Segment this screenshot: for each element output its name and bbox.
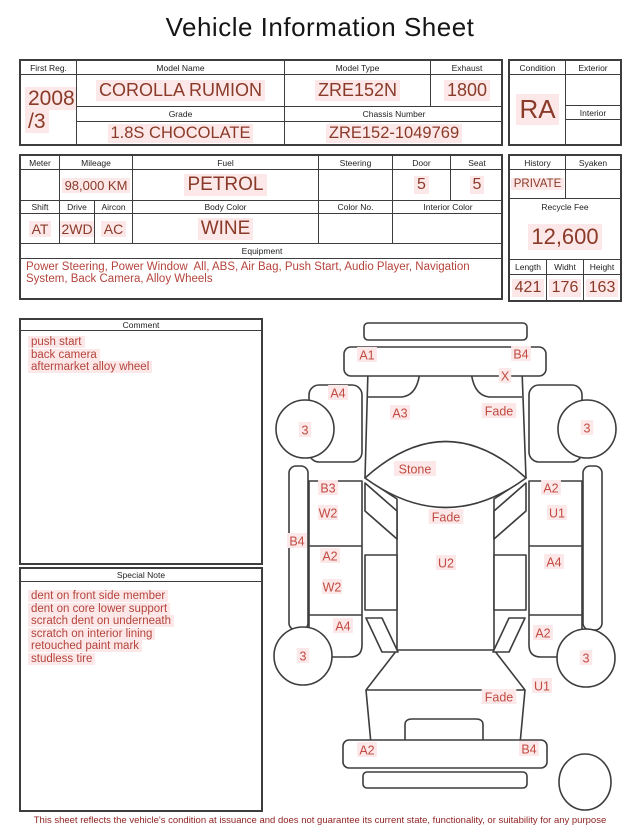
meter-label: Meter (21, 156, 60, 170)
seat-label: Seat (451, 156, 503, 170)
note-line: aftermarket alloy wheel (28, 361, 254, 374)
exterior-label: Exterior (566, 61, 620, 75)
window-rear-left (365, 555, 397, 610)
chassis-label: Chassis Number (285, 107, 503, 122)
body-color-value: WINE (133, 214, 319, 244)
rear-bumper-strip (363, 772, 527, 788)
drive-value: 2WD (60, 214, 95, 244)
condition-table (508, 59, 622, 146)
quarter-window-left (366, 618, 398, 652)
first-reg-year: 2008 (25, 87, 77, 110)
shift-value: AT (21, 214, 60, 244)
exterior-value-empty (566, 75, 620, 106)
comment-label: Comment (21, 320, 261, 331)
mileage-value: 98,000 KM (60, 170, 133, 201)
door-value: 5 (393, 170, 451, 201)
damage-label: A4 (330, 386, 346, 401)
damage-label: U2 (438, 556, 454, 571)
chassis-value: ZRE152-1049769 (285, 122, 503, 144)
damage-label: 3 (301, 423, 309, 438)
syaken-value-empty (566, 170, 620, 199)
interior-color-label: Interior Color (393, 201, 503, 214)
width-value: 176 (547, 275, 584, 300)
damage-label: A1 (359, 348, 375, 363)
steering-value-empty (319, 170, 393, 201)
length-value: 421 (510, 275, 547, 300)
note-line: dent on front side member (28, 590, 254, 603)
note-line: studless tire (28, 653, 254, 666)
first-reg-label: First Reg. (21, 61, 77, 75)
steering-label: Steering (319, 156, 393, 170)
fuel-label: Fuel (133, 156, 319, 170)
meter-value-empty (21, 170, 60, 201)
damage-label: U1 (534, 679, 550, 694)
aircon-label: Aircon (95, 201, 133, 214)
interior-label: Interior (566, 106, 620, 120)
note-line: scratch dent on underneath (28, 615, 254, 628)
first-reg-value (21, 75, 77, 144)
damage-label: A2 (322, 549, 338, 564)
model-name-value: COROLLA RUMION (77, 75, 285, 107)
special-note-list (21, 585, 261, 810)
height-value: 163 (584, 275, 620, 300)
damage-label: U1 (549, 506, 565, 521)
damage-label: Fade (484, 404, 514, 419)
damage-label: A2 (359, 743, 375, 758)
drive-label: Drive (60, 201, 95, 214)
recycle-fee-label: Recycle Fee (541, 202, 589, 212)
window-rear-right (494, 555, 526, 610)
note-line: dent on core lower support (28, 603, 254, 616)
height-label: Height (584, 260, 620, 275)
damage-label: A4 (335, 619, 351, 634)
special-note-label: Special Note (21, 569, 261, 582)
syaken-label: Syaken (566, 156, 620, 170)
damage-label: 3 (582, 651, 590, 666)
damage-label: W2 (318, 506, 338, 521)
note-line: push start (28, 336, 254, 349)
note-line: retouched paint mark (28, 640, 254, 653)
width-label: Widht (547, 260, 584, 275)
history-label: History (510, 156, 566, 170)
sill-right (583, 466, 602, 630)
exhaust-label: Exhaust (431, 61, 503, 75)
exhaust-value: 1800 (431, 75, 503, 107)
color-no-value-empty (319, 214, 393, 244)
damage-label: A2 (535, 626, 551, 641)
aircon-value: AC (95, 214, 133, 244)
car-damage-diagram (268, 315, 633, 820)
note-line: scratch on interior lining (28, 628, 254, 641)
damage-label: Fade (484, 690, 514, 705)
damage-label: B4 (513, 347, 529, 362)
damage-label: B4 (521, 742, 537, 757)
damage-label: A3 (392, 406, 408, 421)
front-bumper-strip (364, 323, 527, 340)
quarter-window-right (493, 618, 525, 652)
door-label: Door (393, 156, 451, 170)
interior-value-empty (566, 120, 620, 144)
model-type-value: ZRE152N (285, 75, 431, 107)
mileage-label: Mileage (60, 156, 133, 170)
body-color-label: Body Color (133, 201, 319, 214)
footer-disclaimer: This sheet reflects the vehicle's condition at issuance and does not guarantee its current state, functionality, or suitability for any purpose (33, 815, 607, 826)
seat-value: 5 (451, 170, 503, 201)
equipment-label: Equipment (21, 244, 503, 259)
damage-label: B3 (320, 481, 336, 496)
comment-list (21, 331, 261, 563)
first-reg-month: /3 (25, 110, 49, 133)
condition-value: RA (510, 75, 566, 144)
identity-table (19, 59, 503, 146)
special-note-box (19, 567, 263, 812)
shift-label: Shift (21, 201, 60, 214)
model-type-label: Model Type (285, 61, 431, 75)
condition-label: Condition (510, 61, 566, 75)
damage-label: A2 (543, 481, 559, 496)
length-label: Length (510, 260, 547, 275)
damage-label: Stone (398, 462, 432, 477)
color-no-label: Color No. (319, 201, 393, 214)
recycle-fee-value: 12,600 (510, 215, 620, 260)
specs-table (19, 154, 503, 300)
comment-box (19, 318, 263, 565)
spare-tire (559, 754, 611, 810)
damage-label: 3 (583, 421, 591, 436)
damage-label: X (500, 369, 510, 384)
damage-label: A4 (546, 555, 562, 570)
grade-value: 1.8S CHOCOLATE (77, 122, 285, 144)
damage-label: W2 (322, 580, 342, 595)
page-title: Vehicle Information Sheet (165, 12, 475, 42)
equipment-value: Power Steering, Power Window All, ABS, Air Bag, Push Start, Audio Player, Navigation System, Back Camera, Alloy Wheels (26, 261, 473, 285)
damage-label: B4 (289, 534, 305, 549)
damage-label: 3 (299, 649, 307, 664)
history-value: PRIVATE (510, 170, 566, 199)
interior-color-value-empty (393, 214, 503, 244)
history-table (508, 154, 622, 302)
grade-label: Grade (77, 107, 285, 122)
model-name-label: Model Name (77, 61, 285, 75)
fuel-value: PETROL (133, 170, 319, 201)
damage-label: Fade (431, 510, 461, 525)
note-line: back camera (28, 349, 254, 362)
